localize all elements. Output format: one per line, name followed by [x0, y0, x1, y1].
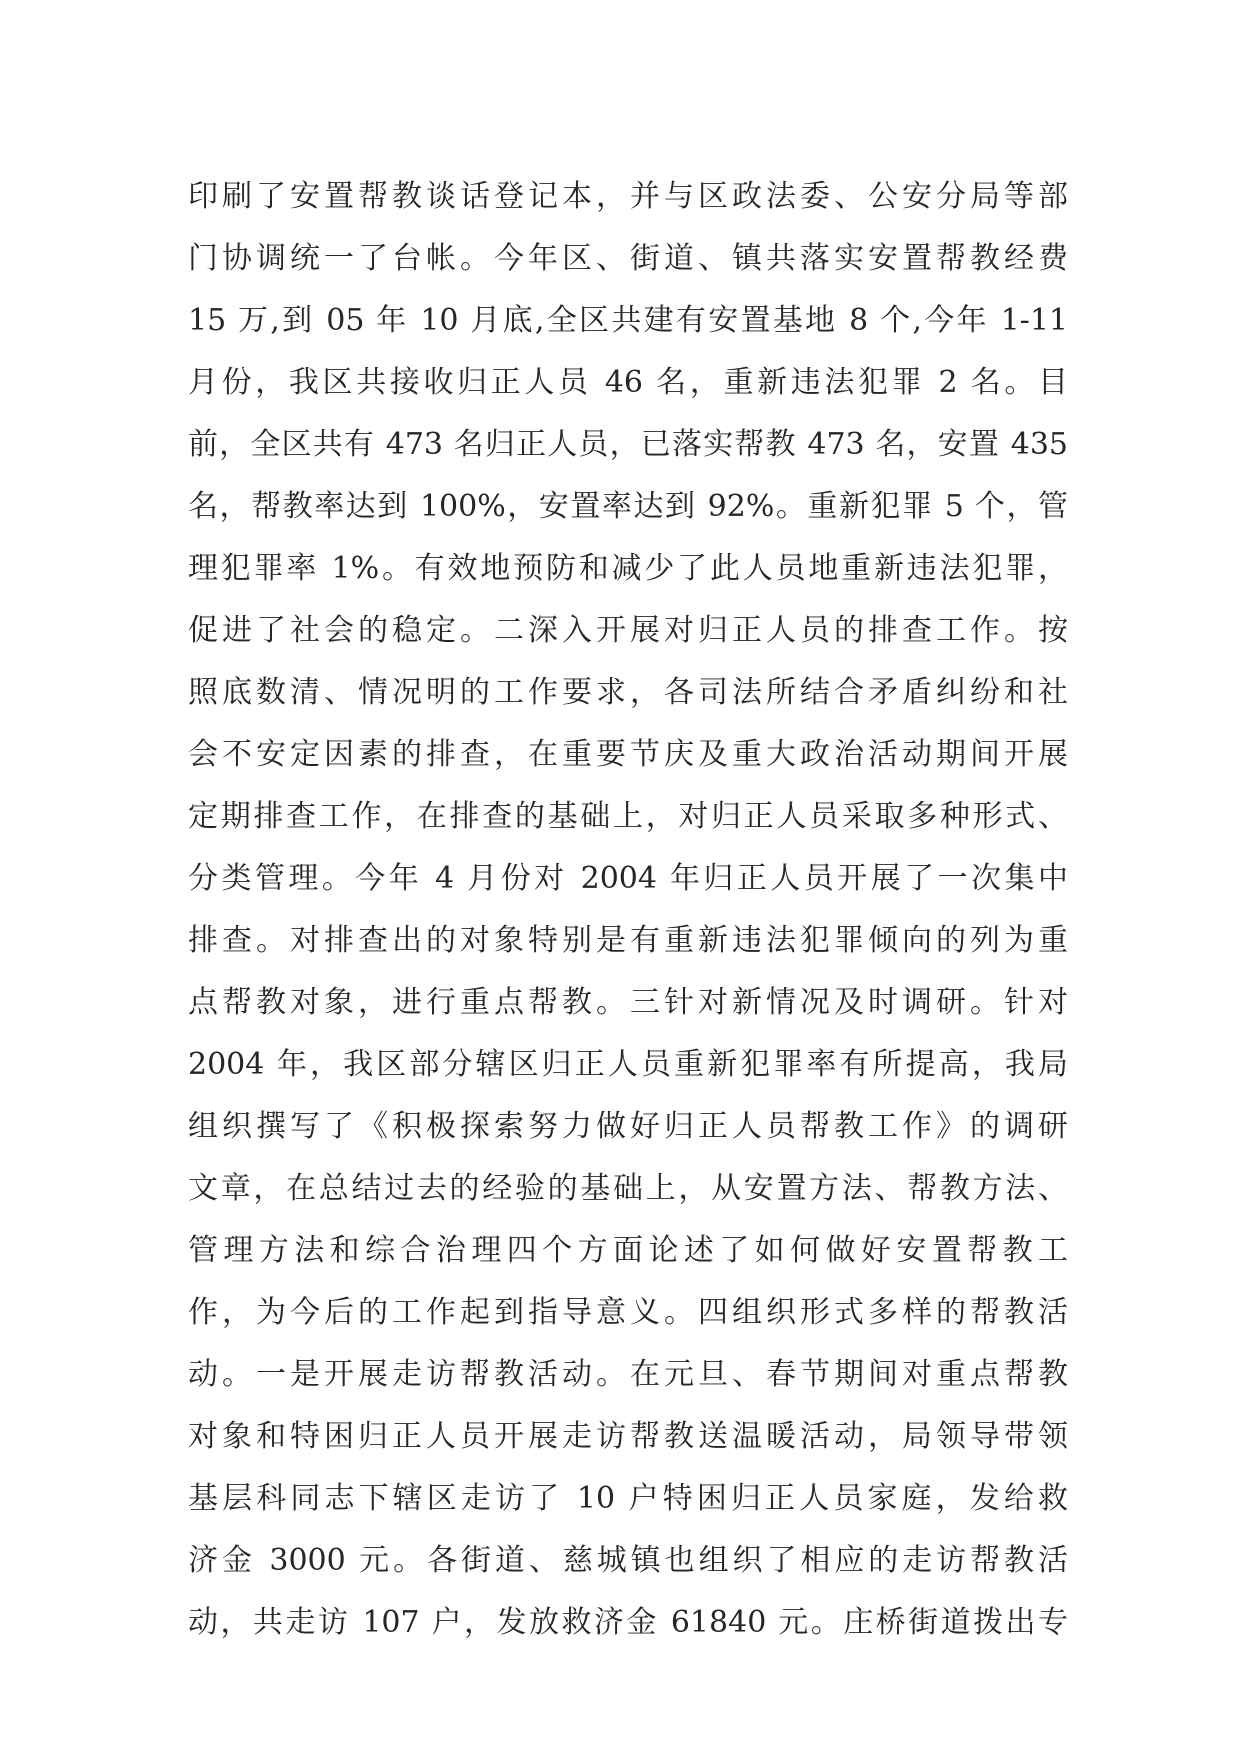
text-line: 照底数清、情况明的工作要求，各司法所结合矛盾纠纷和社 — [188, 675, 1068, 710]
text-line: 前，全区共有 473 名归正人员，已落实帮教 473 名，安置 435 — [188, 427, 1068, 462]
text-line: 分类管理。今年 4 月份对 2004 年归正人员开展了一次集中 — [188, 861, 1068, 896]
text-line: 文章，在总结过去的经验的基础上，从安置方法、帮教方法、 — [188, 1171, 1068, 1206]
text-line: 点帮教对象，进行重点帮教。三针对新情况及时调研。针对 — [188, 985, 1068, 1020]
text-line: 动，共走访 107 户，发放救济金 61840 元。庄桥街道拨出专 — [188, 1605, 1068, 1640]
text-line: 动。一是开展走访帮教活动。在元旦、春节期间对重点帮教 — [188, 1357, 1068, 1392]
text-line: 基层科同志下辖区走访了 10 户特困归正人员家庭，发给救 — [188, 1481, 1068, 1516]
text-line: 门协调统一了台帐。今年区、街道、镇共落实安置帮教经费 — [188, 241, 1068, 276]
text-line: 定期排查工作，在排查的基础上，对归正人员采取多种形式、 — [188, 799, 1068, 834]
text-line: 排查。对排查出的对象特别是有重新违法犯罪倾向的列为重 — [188, 923, 1068, 958]
text-line: 济金 3000 元。各街道、慈城镇也组织了相应的走访帮教活 — [188, 1543, 1068, 1578]
body-text — [188, 166, 1068, 1654]
text-line: 理犯罪率 1%。有效地预防和减少了此人员地重新违法犯罪， — [188, 551, 1068, 586]
text-line: 2004 年，我区部分辖区归正人员重新犯罪率有所提高，我局 — [188, 1047, 1068, 1082]
text-line: 作，为今后的工作起到指导意义。四组织形式多样的帮教活 — [188, 1295, 1068, 1330]
text-line: 管理方法和综合治理四个方面论述了如何做好安置帮教工 — [188, 1233, 1068, 1268]
text-line: 15 万,到 05 年 10 月底,全区共建有安置基地 8 个,今年 1-11 — [188, 303, 1068, 338]
text-line: 会不安定因素的排查，在重要节庆及重大政治活动期间开展 — [188, 737, 1068, 772]
text-line: 对象和特困归正人员开展走访帮教送温暖活动，局领导带领 — [188, 1419, 1068, 1454]
text-line: 月份，我区共接收归正人员 46 名，重新违法犯罪 2 名。目 — [188, 365, 1068, 400]
text-line: 印刷了安置帮教谈话登记本，并与区政法委、公安分局等部 — [188, 179, 1068, 214]
text-line: 名，帮教率达到 100%，安置率达到 92%。重新犯罪 5 个，管 — [188, 489, 1068, 524]
text-line: 组织撰写了《积极探索努力做好归正人员帮教工作》的调研 — [188, 1109, 1068, 1144]
text-line: 促进了社会的稳定。二深入开展对归正人员的排查工作。按 — [188, 613, 1068, 648]
